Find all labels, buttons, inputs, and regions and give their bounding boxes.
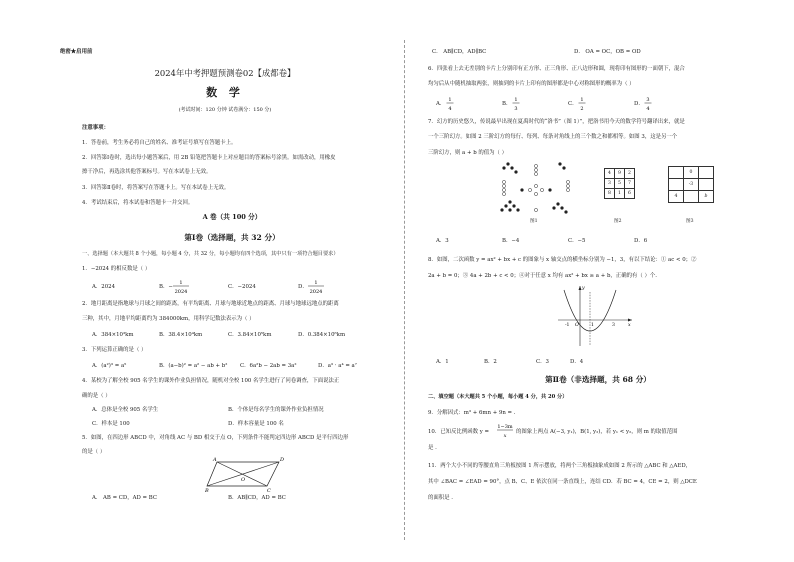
grid-cell: 6 xyxy=(625,189,635,199)
section-1-heading: 一、选择题（本大题共 8 个小题，每小题 4 分，共 32 分，每小题均有四个选项，其中只有一项符合题目要求） xyxy=(82,251,339,257)
tick-label: 3 xyxy=(612,323,615,328)
note-item: 3．回答第Ⅱ卷时，将答案写在答题卡上。写在本试卷上无效。 xyxy=(82,185,230,191)
grid-cell: 5 xyxy=(615,179,625,189)
q8-option-d: D．4 xyxy=(570,359,584,365)
q3-option-b: B．(a−b)² = a² − ab + b² xyxy=(159,363,228,369)
vertex-d-label: D xyxy=(280,457,285,463)
grid-cell: 1 xyxy=(615,189,625,199)
volume-1-heading: 第Ⅰ卷（选择题，共 32 分） xyxy=(184,233,280,242)
grid-cell: 7 xyxy=(625,179,635,189)
q1-stem: 1．−2024 的相反数是（ ） xyxy=(82,266,151,272)
q6-option-d: D． xyxy=(634,101,644,107)
svg-text:3: 3 xyxy=(514,106,518,112)
vertex-c-label: C xyxy=(267,488,271,492)
q2-option-b: B．38.4×10⁴km xyxy=(159,332,203,338)
q6-option-c: C． xyxy=(568,101,578,107)
x-axis-label: x xyxy=(628,323,631,328)
svg-text:1: 1 xyxy=(314,280,318,286)
right-column xyxy=(404,0,794,562)
q7-option-d: D．6 xyxy=(634,238,648,244)
q2-option-c: C．3.84×10⁵km xyxy=(228,332,272,338)
q4-option-d: D．样本容量是 100 名 xyxy=(228,421,284,427)
note-item: 2．回答第Ⅰ卷时，选出每小题答案后，用 2B 铅笔把答题卡上对应题目的答案标号涂黑。如需改动，用橡皮 xyxy=(82,155,336,161)
q2-line2: 三种，其中，月地平均距离约为 384000km，用科学记数法表示为（ ） xyxy=(82,316,255,322)
grid-cell: -3 xyxy=(684,179,699,191)
q5-option-d: D． OA = OC，OB = OD xyxy=(574,49,641,55)
tick-label: 1 xyxy=(591,323,594,328)
q8-line1: 8．如图，二次函数 y = ax² + bx + c 的图象与 x 轴交点的横坐标分别为 −1，3，有以下结论：① ac < 0；② xyxy=(428,257,697,263)
q6-fraction-d xyxy=(644,94,652,114)
q10-line1: 10．已知反比例函数 y = xyxy=(428,429,489,435)
grid-cell: 4 xyxy=(669,191,684,203)
q8-option-a: A．1 xyxy=(436,359,449,365)
q10-line1-continued: 的图象上两点 A(−3, y₁)，B(1, y₂)，若 y₁ < y₂，则 m 的取值范围 xyxy=(516,429,678,435)
q6-option-b: B． xyxy=(502,101,512,107)
q3-option-c: C．6a²b − 2ab = 3a² xyxy=(240,363,297,369)
magic-square-figure3 xyxy=(668,166,714,203)
q3-option-d: D．a³ · a⁴ = a⁷ xyxy=(318,363,357,369)
grid-cell: 3 xyxy=(605,179,615,189)
grid-cell: 0 xyxy=(684,167,699,179)
q11-line3: 的面积是 . xyxy=(428,495,453,501)
q6-fraction-a xyxy=(446,94,454,114)
exam-meta: (考试时间：120 分钟 试卷满分：150 分) xyxy=(178,107,272,113)
q10-fraction xyxy=(496,421,514,441)
vertex-o-label: O xyxy=(241,477,246,483)
q10-line2: 是 . xyxy=(428,445,437,451)
q6-line1: 6．四张看上去无差别的卡片上分别印有正方形、正三角形、正八边形和圆，现将印有图形的一面朝下，混合 xyxy=(428,66,685,72)
figure3-caption: 图3 xyxy=(686,219,694,224)
section-2-heading: 二、填空题（本大题共 5 个小题，每小题 4 分，共 20 分） xyxy=(428,394,568,400)
figure1-caption: 图1 xyxy=(530,219,538,224)
q2-line1: 2．地月距离是指地球与月球之间的距离，有平均距离、月球与地球近地点的距离、月球与地球远地点的距离 xyxy=(82,301,339,307)
q1-option-c: C．−2024 xyxy=(228,284,256,290)
q5-parallelogram-figure xyxy=(205,456,285,492)
grid-cell: b xyxy=(699,191,714,203)
note-item: 4．考试结束后，将本试卷和答题卡一并交回。 xyxy=(82,200,194,206)
svg-text:2024: 2024 xyxy=(309,289,323,295)
q6-fraction-c xyxy=(578,94,586,114)
svg-text:x: x xyxy=(503,433,507,439)
svg-text:1: 1 xyxy=(448,97,452,103)
q5-line1: 5．如图，在四边形 ABCD 中，对角线 AC 与 BD 相交于点 O，下列条件不能判定四边形 ABCD 是平行四边形 xyxy=(82,435,349,441)
svg-text:1−3m: 1−3m xyxy=(497,424,513,430)
q8-option-b: B．2 xyxy=(484,359,497,365)
svg-text:2: 2 xyxy=(580,106,584,112)
page-title: 2024年中考押题预测卷02【成都卷】 xyxy=(154,68,296,78)
q5-option-b: B．AB∥CD，AD = BC xyxy=(228,495,286,501)
note-item: 擦干净后，再选涂其他答案标号。写在本试卷上无效。 xyxy=(82,169,212,175)
grid-cell: 4 xyxy=(605,169,615,179)
q3-stem: 3．下列运算正确的是（ ） xyxy=(82,347,147,353)
q8-line2: 2a + b = 0；③ 4a + 2b + c < 0；④对于任意 x 均有 ax² + bx ≥ a + b，正确的有（ ）个. xyxy=(428,273,657,279)
luoshu-figure xyxy=(496,160,578,218)
vertex-b-label: B xyxy=(205,488,209,492)
q9-stem: 9．分解因式：m³ + 6mn + 9n = . xyxy=(428,410,516,416)
q6-fraction-b xyxy=(512,94,520,114)
tick-label: -1 xyxy=(565,323,570,328)
q1-fraction-b xyxy=(172,277,190,297)
q4-option-b: B．个体是每名学生的课外作业负担情况 xyxy=(228,407,324,413)
q8-option-c: C．3 xyxy=(536,359,549,365)
q4-line2: 确的是（ ） xyxy=(82,393,111,399)
y-axis-label: y xyxy=(582,286,585,291)
q7-option-c: C．−5 xyxy=(568,238,586,244)
q7-option-a: A．3 xyxy=(436,238,449,244)
q4-option-c: C．样本是 100 xyxy=(92,421,130,427)
origin-label: O xyxy=(575,323,579,328)
grid-cell: 9 xyxy=(615,169,625,179)
part-a-heading: A 卷（共 100 分） xyxy=(202,213,262,221)
q7-line1: 7．幻方的历史悠久，传说最早出现在夏禹时代的“洛书”（图 1）”，把洛书用今天的数学符号翻译出来，就是 xyxy=(428,119,685,125)
q4-option-a: A．总体是全校 905 名学生 xyxy=(92,407,159,413)
grid-cell: 2 xyxy=(625,169,635,179)
notes-heading: 注意事项： xyxy=(82,125,109,131)
q11-line1: 11．两个大小不同的等腰直角三角板按图 1 所示摆放，将两个三角板抽象成如图 2 所示的 △ABC 和 △AED， xyxy=(428,463,692,469)
q2-option-a: A．384×10³km xyxy=(92,332,134,338)
svg-text:4: 4 xyxy=(448,106,452,112)
figure2-caption: 图2 xyxy=(614,219,622,224)
svg-text:1: 1 xyxy=(580,97,584,103)
q1-fraction-d xyxy=(307,277,325,297)
q11-line2: 其中 ∠BAC = ∠EAD = 90°，点 B、C、E 依次在同一条直线上，连结 CD．若 BC = 4，CE = 2，则 △DCE xyxy=(428,479,697,485)
note-item: 1．答卷前，考生务必将自己的姓名、准考证号填写在答题卡上。 xyxy=(82,140,237,146)
grid-cell: 8 xyxy=(605,189,615,199)
svg-text:2024: 2024 xyxy=(174,289,188,295)
q5-option-c: C． AB∥CD，AD∥BC xyxy=(432,49,487,55)
q4-line1: 4．某校为了解全校 905 名学生的课外作业负担情况，随机对全校 100 名学生进行了问卷调查，下面说法正 xyxy=(82,378,340,384)
q1-option-b: B．− xyxy=(159,284,173,290)
q5-option-a: A． AB = CD，AD = BC xyxy=(92,495,157,501)
q1-option-a: A．2024 xyxy=(92,284,116,290)
secret-label: 绝密★启用前 xyxy=(60,49,93,55)
q6-line2: 均匀后从中随机抽取两张，则抽到的卡片上印有的图形都是中心对称图形的概率为（ ） xyxy=(428,81,635,87)
q1-option-d: D． xyxy=(298,284,308,290)
q2-option-d: D．0.384×10⁶km xyxy=(298,332,346,338)
vertex-a-label: A xyxy=(213,457,217,463)
parabola-figure xyxy=(554,282,636,350)
subject-title: 数 学 xyxy=(206,86,244,99)
svg-text:1: 1 xyxy=(514,97,518,103)
svg-text:1: 1 xyxy=(179,280,183,286)
q7-line3: 三阶幻方，则 a + b 的值为（ ） xyxy=(428,150,508,156)
q7-option-b: B．−4 xyxy=(502,238,520,244)
svg-text:4: 4 xyxy=(646,106,650,112)
svg-text:3: 3 xyxy=(646,97,650,103)
q7-line2: 一个三阶幻方。如图 2 三阶幻方的每行、每列、每条对角线上的三个数之和都相等。如图 3，这是另一个 xyxy=(428,134,678,140)
q6-option-a: A． xyxy=(436,101,446,107)
magic-square-figure2 xyxy=(604,168,635,199)
q5-line2: 的是（ ） xyxy=(82,449,106,455)
q3-option-a: A．(a²)³ = a⁵ xyxy=(92,363,127,369)
volume-2-heading: 第Ⅱ卷（非选择题，共 68 分） xyxy=(545,375,651,384)
